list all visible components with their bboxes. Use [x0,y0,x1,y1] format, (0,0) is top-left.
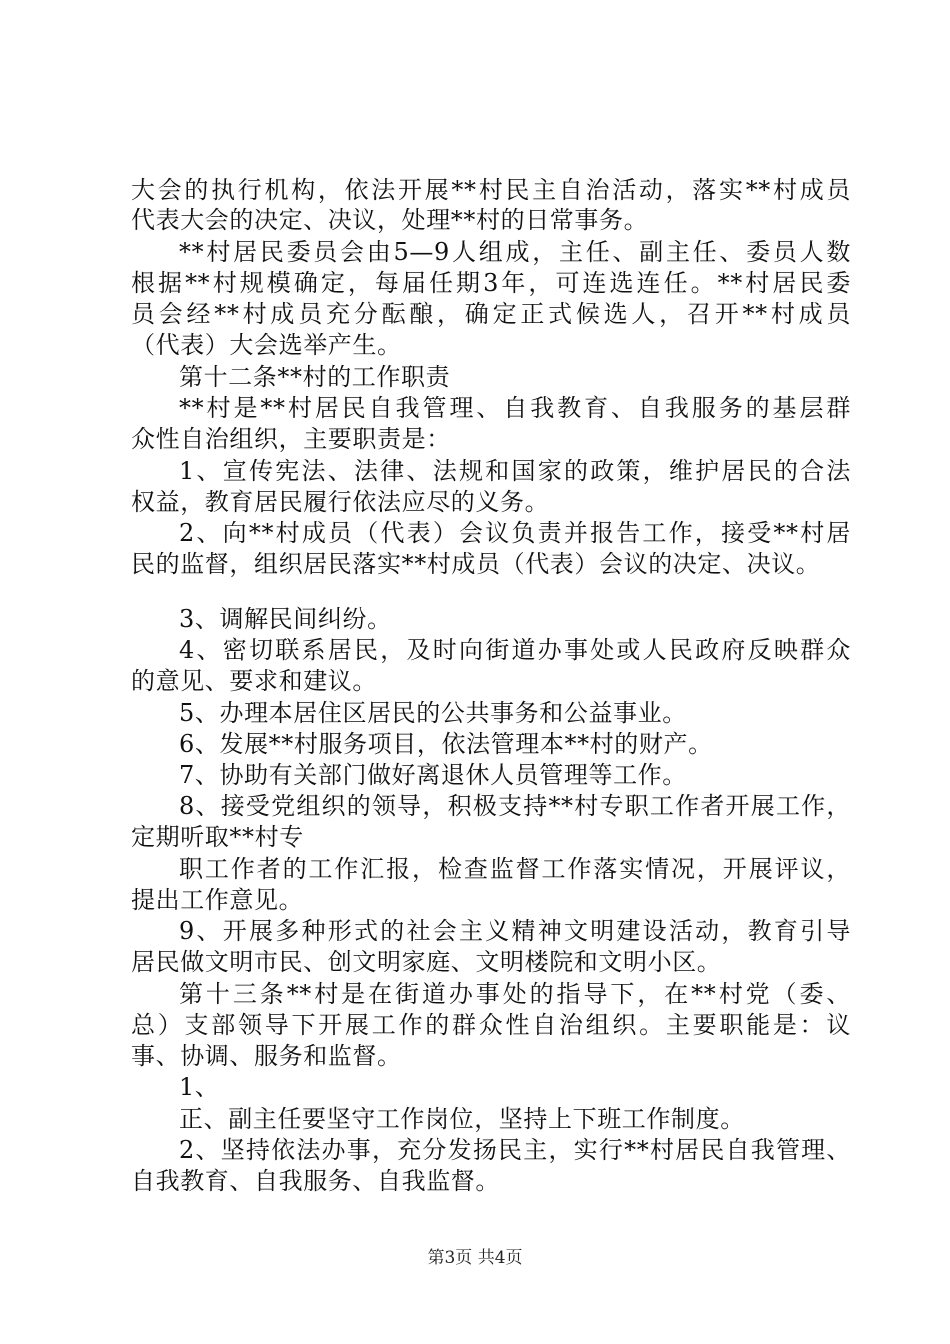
body-line: 员会经**村成员充分酝酿，确定正式候选人，召开**村成员 [131,300,851,328]
list-item: 8、接受党组织的领导，积极支持**村专职工作者开展工作， [179,792,851,820]
body-line: **村居民委员会由5—9人组成，主任、副主任、委员人数 [179,238,851,266]
page-footer: 第3页 共4页 [427,1248,523,1268]
body-line: 定期听取**村专 [131,823,304,851]
list-item: 9、开展多种形式的社会主义精神文明建设活动，教育引导 [179,917,851,945]
list-item: 6、发展**村服务项目，依法管理本**村的财产。 [179,730,713,758]
body-line: 职工作者的工作汇报，检查监督工作落实情况，开展评议， [179,855,851,883]
article-heading: 第十三条**村是在街道办事处的指导下，在**村党（委、 [179,980,851,1008]
list-item: 1、宣传宪法、法律、法规和国家的政策，维护居民的合法 [179,457,851,485]
body-line: 民的监督，组织居民落实**村成员（代表）会议的决定、决议。 [131,550,821,578]
body-line: 大会的执行机构，依法开展**村民主自治活动，落实**村成员 [131,176,851,204]
list-item: 1、 [179,1073,220,1101]
body-line: 居民做文明市民、创文明家庭、文明楼院和文明小区。 [131,948,722,976]
list-item: 4、密切联系居民，及时向街道办事处或人民政府反映群众 [179,636,851,664]
body-line: 自我教育、自我服务、自我监督。 [131,1167,500,1195]
list-item: 2、向**村成员（代表）会议负责并报告工作，接受**村居 [179,519,851,547]
body-line: 根据**村规模确定，每届任期3年，可连选连任。**村居民委 [131,269,851,297]
article-heading: 第十二条**村的工作职责 [179,363,451,391]
body-line: （代表）大会选举产生。 [131,331,402,359]
body-line: 提出工作意见。 [131,886,304,914]
list-item: 3、调解民间纠纷。 [179,605,392,633]
body-line: 代表大会的决定、决议，处理**村的日常事务。 [131,206,649,234]
list-item: 5、办理本居住区居民的公共事务和公益事业。 [179,699,687,727]
list-item: 7、协助有关部门做好离退休人员管理等工作。 [179,761,687,789]
body-line: 权益，教育居民履行依法应尽的义务。 [131,488,550,516]
body-line: 总）支部领导下开展工作的群众性自治组织。主要职能是：议 [131,1011,851,1039]
body-line: 众性自治组织，主要职责是： [131,425,451,453]
body-line: 事、协调、服务和监督。 [131,1042,402,1070]
body-line: 正、副主任要坚守工作岗位，坚持上下班工作制度。 [179,1105,745,1133]
list-item: 2、坚持依法办事，充分发扬民主，实行**村居民自我管理、 [179,1136,851,1164]
body-line: **村是**村居民自我管理、自我教育、自我服务的基层群 [179,394,851,422]
body-line: 的意见、要求和建议。 [131,667,377,695]
